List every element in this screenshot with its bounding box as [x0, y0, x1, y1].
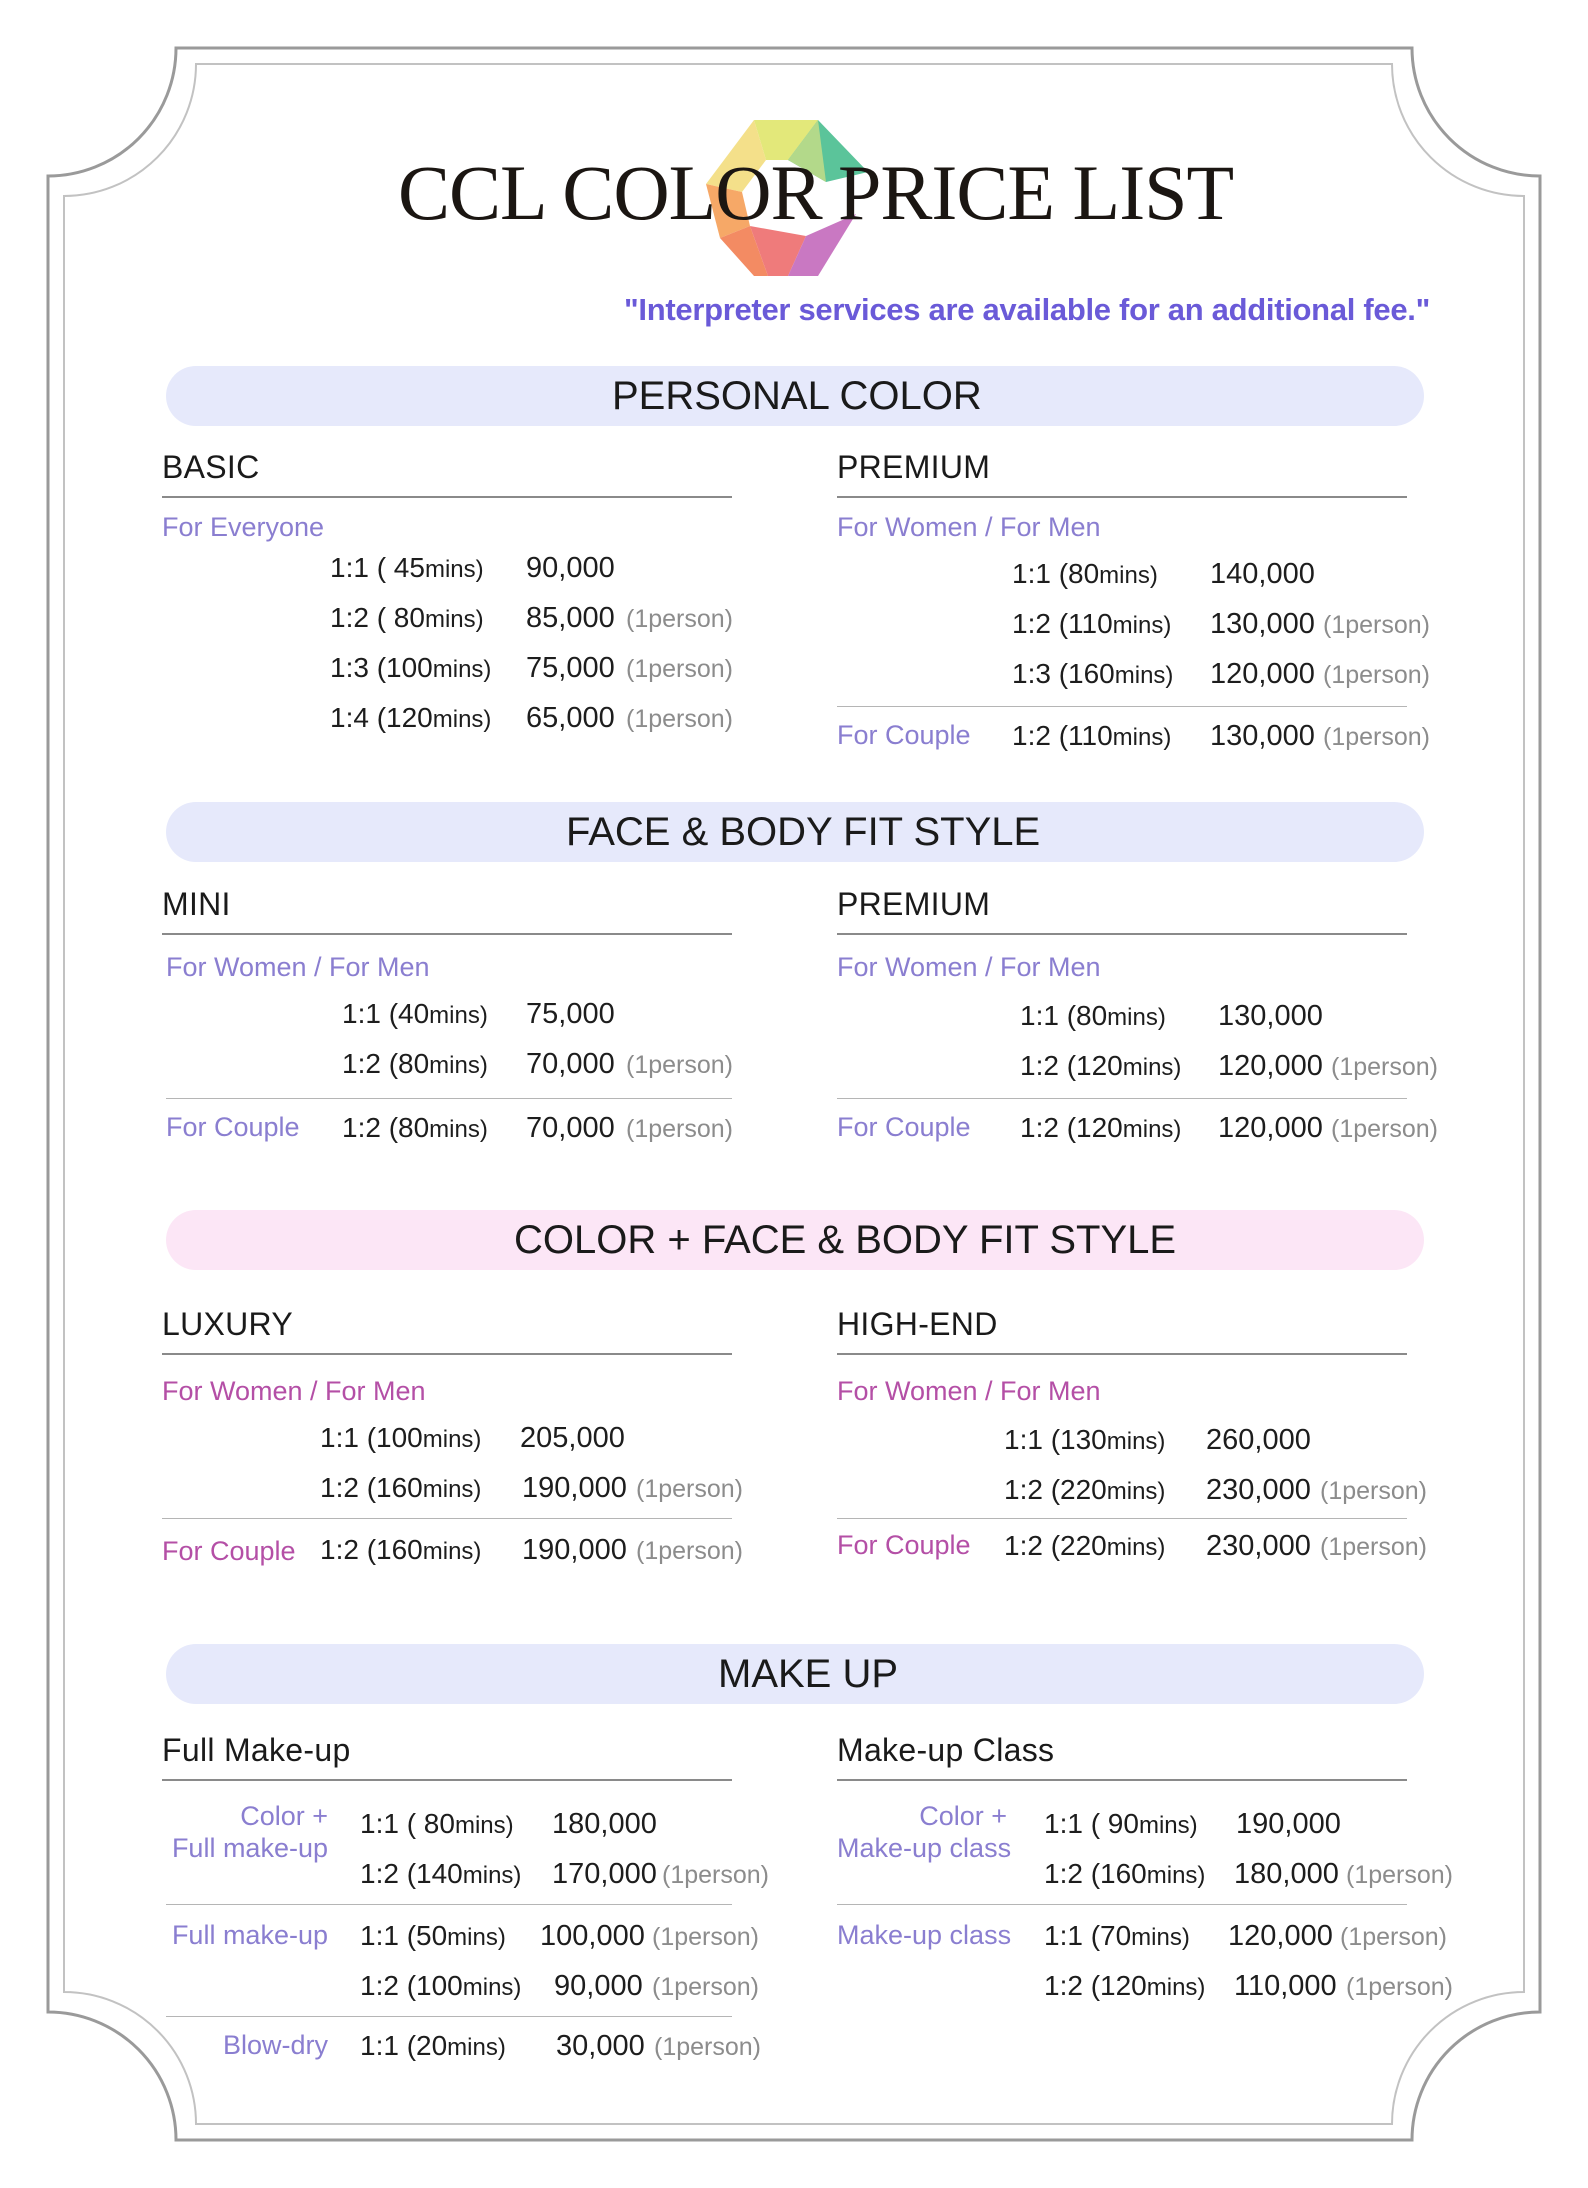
mini-title: MINI: [162, 886, 231, 922]
makeup-class-divider: [837, 1779, 1407, 1781]
basic-title: BASIC: [162, 449, 260, 485]
class-group-label: Make-up class: [837, 1920, 1012, 1950]
full-makeup-sep: [166, 2016, 732, 2017]
full-makeup-divider: [162, 1779, 732, 1781]
luxury-sep: [162, 1518, 732, 1519]
face-premium-category: For Women / For Men: [837, 952, 1101, 982]
section-make-up: MAKE UP: [166, 1644, 1424, 1704]
face-premium-divider: [837, 933, 1407, 935]
title-left: CCL COLOR: [398, 149, 822, 236]
luxury-divider: [162, 1353, 732, 1355]
class-group-label: Color + Make-up class: [837, 1801, 1012, 1863]
personal-premium-sep: [837, 706, 1407, 707]
face-premium-title: PREMIUM: [837, 886, 991, 922]
section-color-face-body: COLOR + FACE & BODY FIT STYLE: [166, 1210, 1424, 1270]
mini-divider: [162, 933, 732, 935]
basic-category: For Everyone: [162, 512, 325, 542]
highend-divider: [837, 1353, 1407, 1355]
mini-category: For Women / For Men: [166, 952, 430, 982]
section-personal-color: PERSONAL COLOR: [166, 366, 1424, 426]
highend-sep: [837, 1518, 1407, 1519]
full-makeup-title: Full Make-up: [162, 1732, 351, 1768]
luxury-title: LUXURY: [162, 1306, 294, 1342]
full-group-label: Full make-up: [171, 1920, 328, 1950]
highend-category: For Women / For Men: [837, 1376, 1101, 1406]
section-face-body: FACE & BODY FIT STYLE: [166, 802, 1424, 862]
personal-premium-divider: [837, 496, 1407, 498]
full-makeup-sep: [166, 1904, 732, 1905]
face-premium-sep: [837, 1098, 1407, 1099]
mini-sep: [166, 1098, 732, 1099]
basic-divider: [162, 496, 732, 498]
full-group-label: Color + Full make-up: [171, 1801, 328, 1863]
personal-premium-title: PREMIUM: [837, 449, 991, 485]
personal-premium-category: For Women / For Men: [837, 512, 1101, 542]
makeup-class-sep: [837, 1904, 1407, 1905]
title-right: PRICE LIST: [838, 149, 1234, 236]
makeup-class-title: Make-up Class: [837, 1732, 1055, 1768]
full-group-label: Blow-dry: [222, 2030, 328, 2060]
luxury-category: For Women / For Men: [162, 1376, 426, 1406]
interpreter-note: "Interpreter services are available for an additional fee.": [624, 292, 1430, 327]
highend-title: HIGH-END: [837, 1306, 998, 1342]
